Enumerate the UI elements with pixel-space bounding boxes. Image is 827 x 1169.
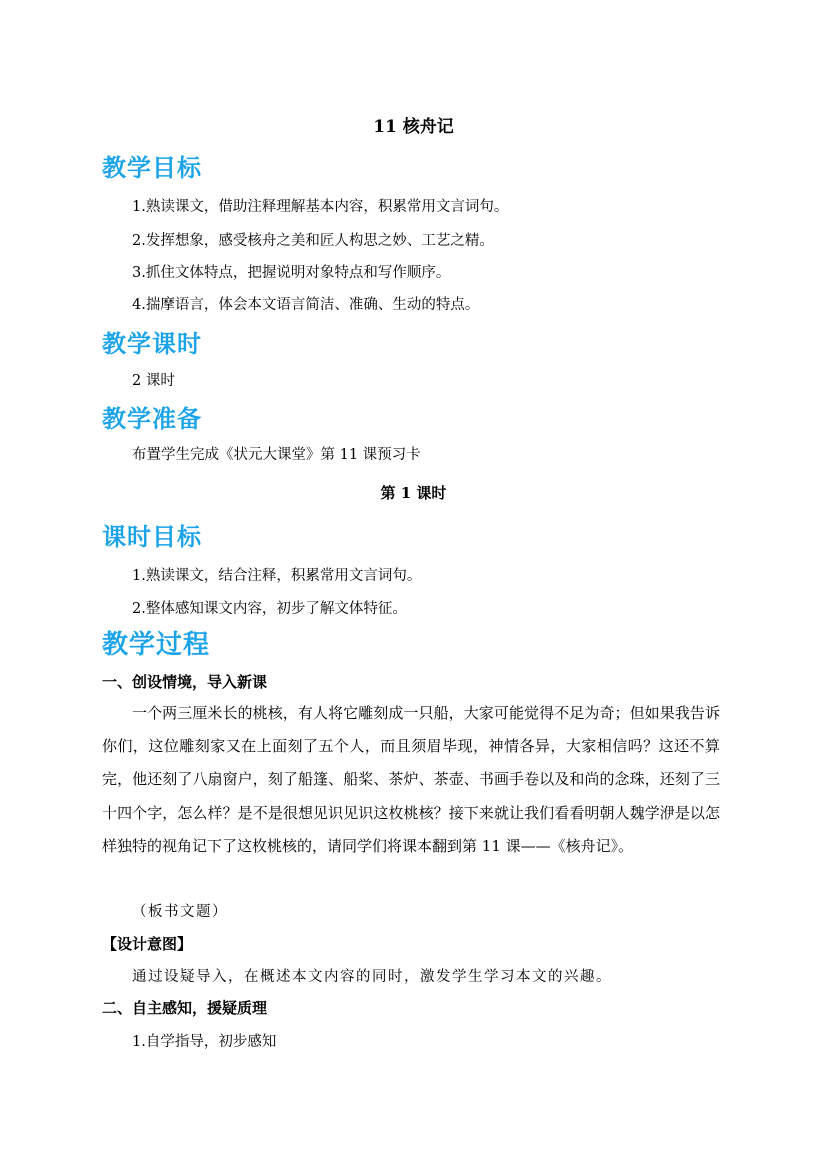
goal-item-4: 4.揣摩语言，体会本文语言简洁、准确、生动的特点。	[132, 297, 480, 313]
heading-teaching-hours: 教学课时	[102, 330, 202, 358]
design-intent-text: 通过设疑导入，在概述本文内容的同时，激发学生学习本文的兴趣。	[132, 969, 612, 985]
goal-item-1: 1.熟读课文，借助注释理解基本内容，积累常用文言词句。	[132, 199, 509, 215]
lesson-1-title: 第 1 课时	[380, 484, 447, 502]
heading-lesson-goals: 课时目标	[102, 523, 202, 551]
design-intent-title: 【设计意图】	[102, 935, 193, 953]
hours-text: 2 课时	[132, 373, 175, 389]
heading-teaching-process: 教学过程	[102, 630, 211, 660]
lesson-goal-item-2: 2.整体感知课文内容，初步了解文体特征。	[132, 601, 407, 617]
prep-text: 布置学生完成《状元大课堂》第 11 课预习卡	[132, 447, 421, 463]
goal-item-3: 3.抓住文体特点，把握说明对象特点和写作顺序。	[132, 265, 451, 281]
lesson-goal-item-1: 1.熟读课文，结合注释，积累常用文言词句。	[132, 568, 422, 584]
part-1-title: 一、创设情境，导入新课	[102, 673, 268, 691]
document-title: 11 核舟记	[373, 117, 454, 137]
goal-item-2: 2.发挥想象，感受核舟之美和匠人构思之妙、工艺之精。	[132, 233, 494, 249]
part-2-item-1: 1.自学指导，初步感知	[132, 1034, 277, 1050]
part-2-title: 二、自主感知，援疑质理	[102, 999, 268, 1017]
board-note: （板书文题）	[132, 904, 228, 920]
heading-teaching-goals: 教学目标	[102, 154, 202, 182]
part-1-paragraph: 一个两三厘米长的桃核，有人将它雕刻成一只船，大家可能觉得不足为奇；但如果我告诉你们，这位雕刻家又在上面刻了五个人，而且须眉毕现，神情各异，大家相信吗？这还不算完，他还刻了八扇窗户，刻了船篷、船桨、茶炉、茶壶、书画手卷以及和尚的念珠，还刻了三十四个字，怎么样？是不是很想见识见识这枚桃核？接下来就让我们看看明朝人魏学洢是以怎样独特的视角记下了这枚桃核的，请同学们将课本翻到第 11 课——《核舟记》。	[102, 704, 720, 855]
heading-teaching-prep: 教学准备	[102, 405, 202, 433]
